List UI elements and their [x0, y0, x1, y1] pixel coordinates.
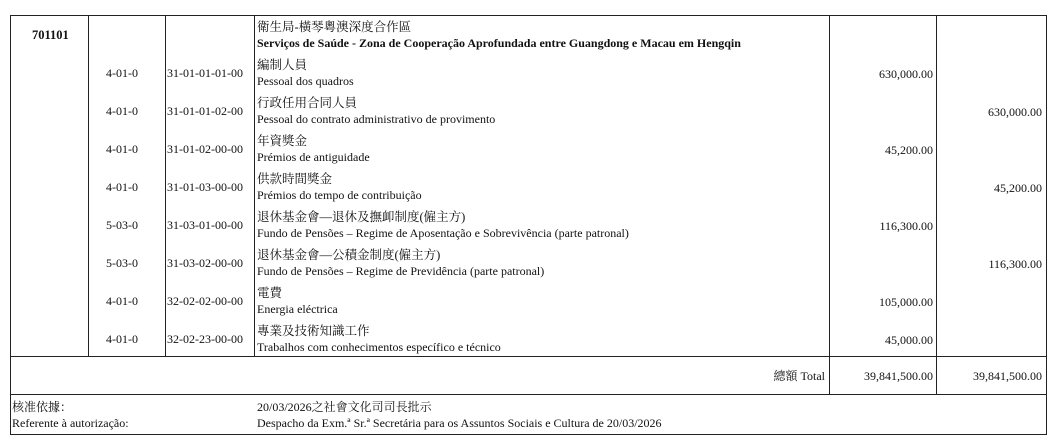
authorization-label-zh: 核准依據： — [12, 400, 73, 414]
row-func-code: 4-01-0 — [106, 180, 138, 194]
table-border-bottom — [10, 434, 1047, 435]
row-desc-pt: Prémios de antiguidade — [257, 150, 370, 164]
column-divider-3 — [254, 15, 255, 356]
entity-name-pt: Serviços de Saúde - Zona de Cooperação Aprofundada entre Guangdong e Macau em Hengqin — [257, 36, 741, 50]
table-border-left — [10, 15, 11, 435]
row-func-code: 4-01-0 — [106, 294, 138, 308]
row-func-code: 4-01-0 — [106, 142, 138, 156]
row-credit-amount: 116,300.00 — [988, 257, 1042, 271]
row-desc-zh: 年資獎金 — [257, 134, 308, 148]
column-divider-4 — [829, 15, 830, 394]
row-econ-code: 31-01-03-00-00 — [167, 180, 243, 194]
row-econ-code: 31-01-01-02-00 — [167, 104, 243, 118]
row-debit-amount: 116,300.00 — [879, 219, 933, 233]
row-credit-amount: 45,200.00 — [994, 181, 1042, 195]
row-func-code: 4-01-0 — [106, 332, 138, 346]
row-desc-pt: Fundo de Pensões – Regime de Aposentação e Sobrevivência (parte patronal) — [257, 226, 629, 240]
column-divider-5 — [936, 15, 937, 394]
row-debit-amount: 45,200.00 — [885, 143, 933, 157]
total-row-line — [10, 394, 1047, 395]
row-econ-code: 31-01-02-00-00 — [167, 142, 243, 156]
row-debit-amount: 45,000.00 — [885, 333, 933, 347]
row-econ-code: 32-02-23-00-00 — [167, 332, 243, 346]
total-label: 總額 Total — [773, 369, 825, 383]
authorization-text-pt: Despacho da Exm.ª Sr.ª Secretária para os Assuntos Sociais e Cultura de 20/03/2026 — [257, 416, 662, 430]
row-func-code: 4-01-0 — [106, 66, 138, 80]
row-econ-code: 31-03-02-00-00 — [167, 256, 243, 270]
column-divider-1 — [88, 15, 89, 356]
budget-table — [10, 15, 1047, 435]
row-econ-code: 31-01-01-01-00 — [167, 66, 243, 80]
row-desc-pt: Pessoal do contrato administrativo de provimento — [257, 112, 496, 126]
row-desc-zh: 行政任用合同人員 — [257, 96, 358, 110]
row-desc-zh: 退休基金會—公積金制度(僱主方) — [257, 248, 441, 262]
entity-code: 701101 — [32, 28, 69, 42]
body-bottom-line — [10, 356, 1047, 357]
row-econ-code: 32-02-02-00-00 — [167, 294, 243, 308]
row-debit-amount: 630,000.00 — [879, 67, 933, 81]
row-econ-code: 31-03-01-00-00 — [167, 218, 243, 232]
row-desc-pt: Prémios do tempo de contribuição — [257, 188, 422, 202]
row-desc-zh: 電費 — [257, 286, 283, 300]
row-desc-zh: 退休基金會—退休及撫卹制度(僱主方) — [257, 210, 466, 224]
row-desc-pt: Pessoal dos quadros — [257, 74, 354, 88]
row-func-code: 4-01-0 — [106, 104, 138, 118]
row-desc-zh: 編制人員 — [257, 58, 308, 72]
entity-name-zh: 衛生局-橫琴粵澳深度合作區 — [257, 20, 412, 34]
authorization-label-pt: Referente à autorização: — [12, 416, 129, 430]
total-credit: 39,841,500.00 — [973, 369, 1042, 383]
row-func-code: 5-03-0 — [106, 256, 138, 270]
row-desc-pt: Trabalhos com conhecimentos específico e técnico — [257, 340, 501, 354]
table-border-top — [10, 15, 1047, 16]
row-desc-zh: 專業及技術知識工作 — [257, 324, 370, 338]
table-border-right — [1046, 15, 1047, 435]
column-divider-2 — [165, 15, 166, 356]
row-func-code: 5-03-0 — [106, 218, 138, 232]
row-debit-amount: 105,000.00 — [879, 295, 933, 309]
authorization-text-zh: 20/03/2026之社會文化司司長批示 — [257, 400, 432, 414]
row-desc-pt: Energia eléctrica — [257, 302, 338, 316]
row-credit-amount: 630,000.00 — [988, 105, 1042, 119]
row-desc-zh: 供款時間獎金 — [257, 172, 333, 186]
total-debit: 39,841,500.00 — [864, 369, 933, 383]
row-desc-pt: Fundo de Pensões – Regime de Previdência (parte patronal) — [257, 264, 545, 278]
